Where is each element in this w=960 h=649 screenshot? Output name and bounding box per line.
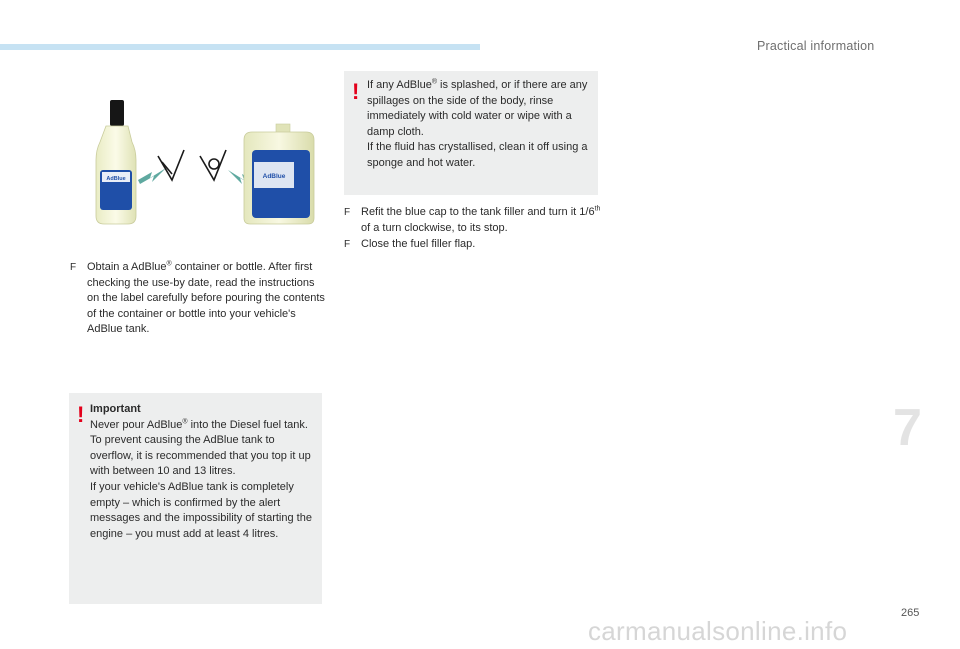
- important-notice-body: [90, 402, 320, 542]
- registered-mark: ®: [431, 78, 437, 86]
- important-line-3: If your vehicle's AdBlue tank is completely empty – which is confirmed by the alert messages and the impossibility of starting the engine – you must add at least 4 litres.: [90, 480, 312, 540]
- ordinal-suffix: th: [594, 205, 601, 213]
- warning-exclamation-icon: !: [352, 79, 360, 104]
- steps-right: [344, 205, 606, 253]
- important-line-2: To prevent causing the AdBlue tank to overflow, it is recommended that you top it up with between 10 and 13 litres.: [90, 434, 311, 478]
- splash-line-1-end: is splashed, or if there are any spillages on the side of the body, rinse immediately with cold water or wipe with a damp cloth.: [367, 79, 588, 138]
- step-close-text: Close the fuel filler flap.: [361, 238, 476, 251]
- splash-line-1: [367, 78, 595, 140]
- step-obtain-container: [70, 260, 325, 338]
- section-title: Practical information: [757, 39, 875, 53]
- step-obtain-text-start: Obtain a AdBlue: [87, 261, 167, 273]
- important-notice-box: [69, 393, 322, 604]
- registered-mark: ®: [182, 417, 188, 425]
- watermark-text: carmanualsonline.info: [588, 616, 848, 646]
- bullet-marker: F: [344, 207, 351, 218]
- splash-warning-body: [367, 78, 595, 172]
- step-refit-text-end: of a turn clockwise, to its stop.: [361, 221, 508, 234]
- bullet-marker: F: [70, 262, 77, 273]
- important-line-1-start: Never pour AdBlue: [90, 418, 183, 431]
- adblue-containers-illustration: [80, 98, 320, 230]
- warning-exclamation-icon: !: [77, 402, 85, 427]
- important-line-1-end: into the Diesel fuel tank.: [187, 418, 308, 431]
- bottle-arrow: [138, 168, 166, 184]
- step-obtain-text-end: container or bottle. After first checking the use-by date, read the instructions on the label carefully before pouring the contents of the container or bottle into your vehicle's AdBlue tank.: [87, 261, 325, 336]
- step-refit-cap: [344, 205, 606, 236]
- header-accent-bar: [0, 44, 480, 50]
- registered-mark: ®: [166, 260, 172, 268]
- step-refit-text-start: Refit the blue cap to the tank filler and turn it 1/6: [361, 206, 595, 218]
- bottle-label-text: AdBlue: [106, 176, 126, 182]
- important-line-1: [90, 418, 320, 434]
- splash-line-1-start: If any AdBlue: [367, 79, 432, 91]
- bullet-marker: F: [344, 239, 351, 251]
- adblue-bottle: [96, 100, 136, 224]
- page-number: 265: [901, 607, 920, 619]
- step-obtain: [70, 260, 325, 338]
- can-label-text: AdBlue: [262, 173, 286, 180]
- check-mark-icon: [200, 150, 226, 180]
- check-mark-icon: [158, 150, 184, 180]
- chapter-number: 7: [893, 399, 922, 457]
- splash-line-2: If the fluid has crystallised, clean it off using a sponge and hot water.: [367, 141, 588, 169]
- splash-warning-box: [344, 71, 598, 195]
- step-close-flap: [344, 237, 606, 253]
- adblue-canister: [244, 124, 314, 224]
- important-title: Important: [90, 403, 141, 415]
